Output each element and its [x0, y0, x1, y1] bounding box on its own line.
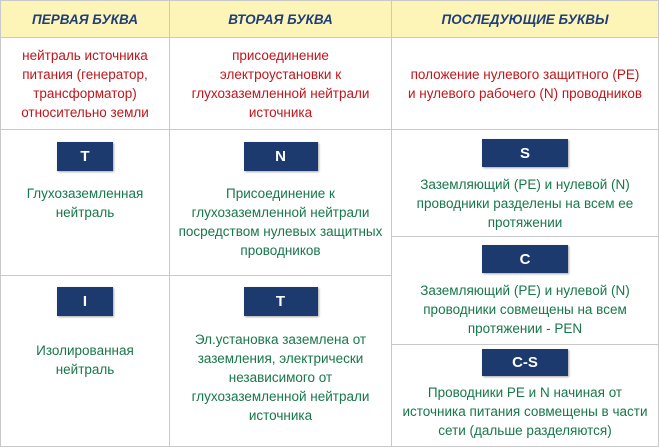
subsequent-s-text: Заземляющий (PE) и нулевой (N) проводники разделены на всем ее протяжении: [416, 177, 634, 230]
second-letter-n-text: Присоединение к глухозаземленной нейтрали посредством нулевых защитных проводников: [178, 186, 383, 258]
letter-cs-badge: C-S: [482, 349, 568, 376]
letter-c-badge: C: [482, 245, 568, 273]
letter-t-badge: T: [57, 142, 113, 171]
second-letter-n-cell: [169, 129, 392, 276]
header-first-letter: ПЕРВАЯ БУКВА: [0, 0, 170, 38]
letter-t2-badge: T: [244, 287, 318, 316]
description-second-text: присоединение электроустановки к глухозаземленной нейтрали источника: [191, 47, 370, 120]
subsequent-c-text: Заземляющий (PE) и нулевой (N) проводники совмещены на всем протяжении - PEN: [420, 283, 630, 336]
second-letter-t-text: Эл.установка заземлена от заземления, электрически независимого от глухозаземленной нейтрали источника: [191, 332, 370, 423]
description-first-text: нейтраль источника питания (генератор, трансформатор) относительно земли: [21, 47, 149, 120]
description-rest: [391, 37, 659, 130]
subsequent-cs-cell: [391, 344, 659, 447]
description-rest-text: положение нулевого защитного (PE) и нулевого рабочего (N) проводников: [407, 66, 643, 101]
header-second-letter: ВТОРАЯ БУКВА: [169, 0, 392, 38]
first-letter-t-text: Глухозаземленная нейтраль: [26, 186, 144, 220]
first-letter-t-cell: [0, 129, 170, 276]
letter-i-badge: I: [57, 287, 113, 316]
letter-n-badge: N: [244, 142, 318, 171]
description-second: [169, 37, 392, 130]
second-letter-t-cell: [169, 275, 392, 447]
first-letter-i-text: Изолированная нейтраль: [36, 343, 134, 377]
subsequent-cs-text: Проводники PE и N начиная от источника питания совмещены в части сети (дальше разделяются): [402, 385, 648, 438]
header-subsequent-letters: ПОСЛЕДУЮЩИЕ БУКВЫ: [391, 0, 659, 38]
description-first: [0, 37, 170, 130]
letter-s-badge: S: [482, 139, 568, 167]
subsequent-c-cell: [391, 236, 659, 345]
subsequent-s-cell: [391, 129, 659, 237]
first-letter-i-cell: [0, 275, 170, 447]
